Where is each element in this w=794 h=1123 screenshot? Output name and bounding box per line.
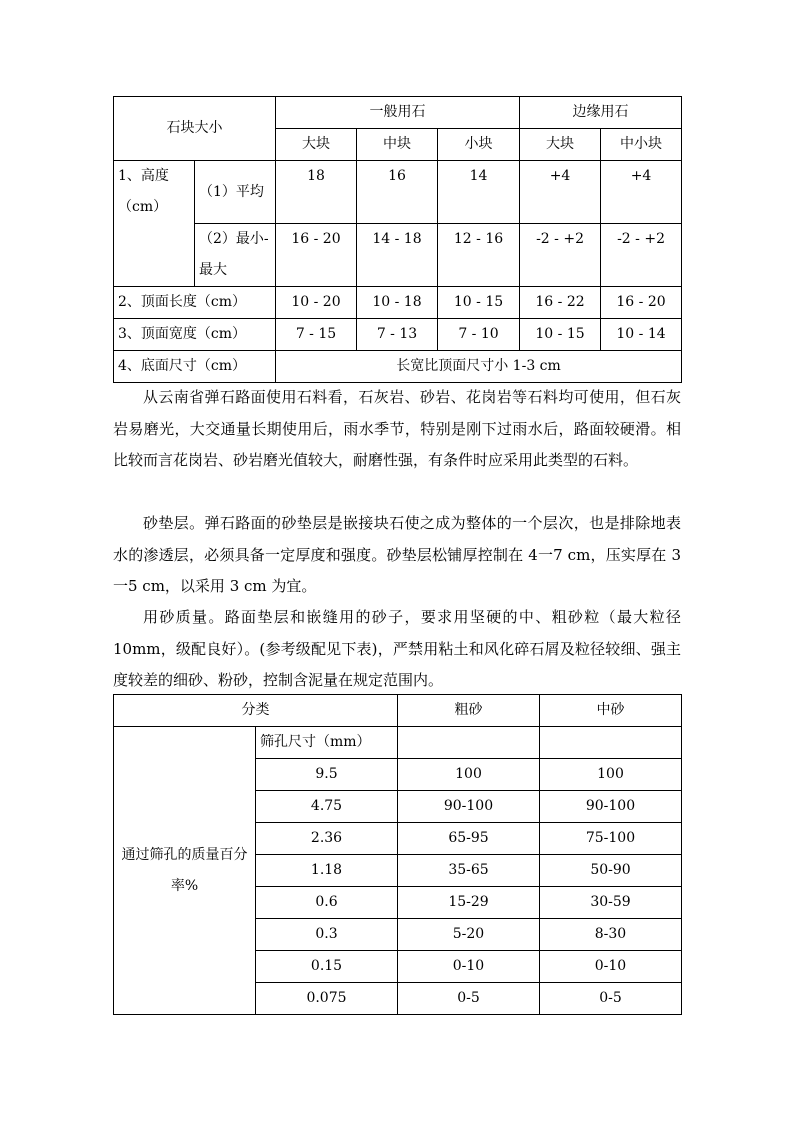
group-general-header: 一般用石 (276, 97, 520, 129)
cell: 14 (438, 161, 520, 224)
sieve-size: 0.6 (256, 887, 398, 919)
header-coarse: 粗砂 (398, 695, 540, 727)
medium-value: 0-5 (540, 983, 682, 1015)
height-range-label: （2）最小-最大 (195, 224, 276, 287)
cell: +4 (601, 161, 682, 224)
sieve-size: 0.15 (256, 951, 398, 983)
sieve-size: 0.3 (256, 919, 398, 951)
coarse-value: 0-10 (398, 951, 540, 983)
paragraph-sand-quality: 用砂质量。路面垫层和嵌缝用的砂子，要求用坚硬的中、粗砂粒（最大粒径 10mm，级配良好）。(参考级配见下表)，严禁用粘土和风化碎石屑及粒径较细、强主度较差的细砂、粉砂，控制含泥量在规定范围内。 (113, 608, 681, 689)
cell: 7 - 13 (357, 319, 438, 351)
coarse-value: 90-100 (398, 791, 540, 823)
sieve-size-label: 筛孔尺寸（mm） (256, 727, 398, 759)
coarse-value: 5-20 (398, 919, 540, 951)
paragraph-stone-materials: 从云南省弹石路面使用石料看，石灰岩、砂岩、花岗岩等石料均可使用，但石灰岩易磨光，大交通量长期使用后，雨水季节，特别是刚下过雨水后，路面较硬滑。相比较而言花岗岩、砂岩磨光值较大，耐磨性强，有条件时应采用此类型的石料。 (113, 388, 681, 469)
cell: 16 - 22 (520, 287, 601, 319)
medium-value: 100 (540, 759, 682, 791)
medium-value: 30-59 (540, 887, 682, 919)
sieve-size: 4.75 (256, 791, 398, 823)
cell: -2 - +2 (520, 224, 601, 287)
top-length-label: 2、顶面长度（cm） (114, 287, 276, 319)
sieve-size: 9.5 (256, 759, 398, 791)
sieve-size: 2.36 (256, 823, 398, 855)
sub-header: 小块 (438, 129, 520, 161)
coarse-value: 0-5 (398, 983, 540, 1015)
cell: 16 - 20 (276, 224, 357, 287)
cell: 7 - 15 (276, 319, 357, 351)
coarse-value: 15-29 (398, 887, 540, 919)
empty-cell (540, 727, 682, 759)
header-medium: 中砂 (540, 695, 682, 727)
height-label: 1、高度（cm） (114, 161, 195, 287)
medium-value: 90-100 (540, 791, 682, 823)
cell: 10 - 20 (276, 287, 357, 319)
cell: 7 - 10 (438, 319, 520, 351)
coarse-value: 65-95 (398, 823, 540, 855)
corner-header: 石块大小 (114, 97, 276, 161)
cell: 10 - 14 (601, 319, 682, 351)
cell: 10 - 15 (520, 319, 601, 351)
sieve-size: 0.075 (256, 983, 398, 1015)
cell: 16 - 20 (601, 287, 682, 319)
medium-value: 50-90 (540, 855, 682, 887)
sub-header: 中块 (357, 129, 438, 161)
sub-header: 中小块 (601, 129, 682, 161)
cell: 16 (357, 161, 438, 224)
coarse-value: 35-65 (398, 855, 540, 887)
cell: 10 - 18 (357, 287, 438, 319)
coarse-value: 100 (398, 759, 540, 791)
sieve-size: 1.18 (256, 855, 398, 887)
paragraph-sand-cushion: 砂垫层。弹石路面的砂垫层是嵌接块石使之成为整体的一个层次，也是排除地表水的渗透层，必须具备一定厚度和强度。砂垫层松铺厚控制在 4一7 cm，压实厚在 3一5 cm，以采用 3 cm 为宜。 (113, 514, 681, 595)
height-avg-label: （1）平均 (195, 161, 276, 224)
cell: -2 - +2 (601, 224, 682, 287)
empty-cell (398, 727, 540, 759)
cell: 18 (276, 161, 357, 224)
header-category: 分类 (114, 695, 398, 727)
sand-gradation-table (113, 694, 682, 1015)
bottom-size-label: 4、底面尺寸（cm） (114, 351, 276, 383)
sub-header: 大块 (520, 129, 601, 161)
cell: 12 - 16 (438, 224, 520, 287)
cell: 14 - 18 (357, 224, 438, 287)
medium-value: 75-100 (540, 823, 682, 855)
cell: +4 (520, 161, 601, 224)
group-edge-header: 边缘用石 (520, 97, 682, 129)
top-width-label: 3、顶面宽度（cm） (114, 319, 276, 351)
bottom-size-value: 长宽比顶面尺寸小 1-3 cm (276, 351, 682, 383)
sub-header: 大块 (276, 129, 357, 161)
cell: 10 - 15 (438, 287, 520, 319)
stone-size-table (113, 96, 682, 383)
medium-value: 8-30 (540, 919, 682, 951)
medium-value: 0-10 (540, 951, 682, 983)
row-label: 通过筛孔的质量百分率% (114, 727, 256, 1015)
